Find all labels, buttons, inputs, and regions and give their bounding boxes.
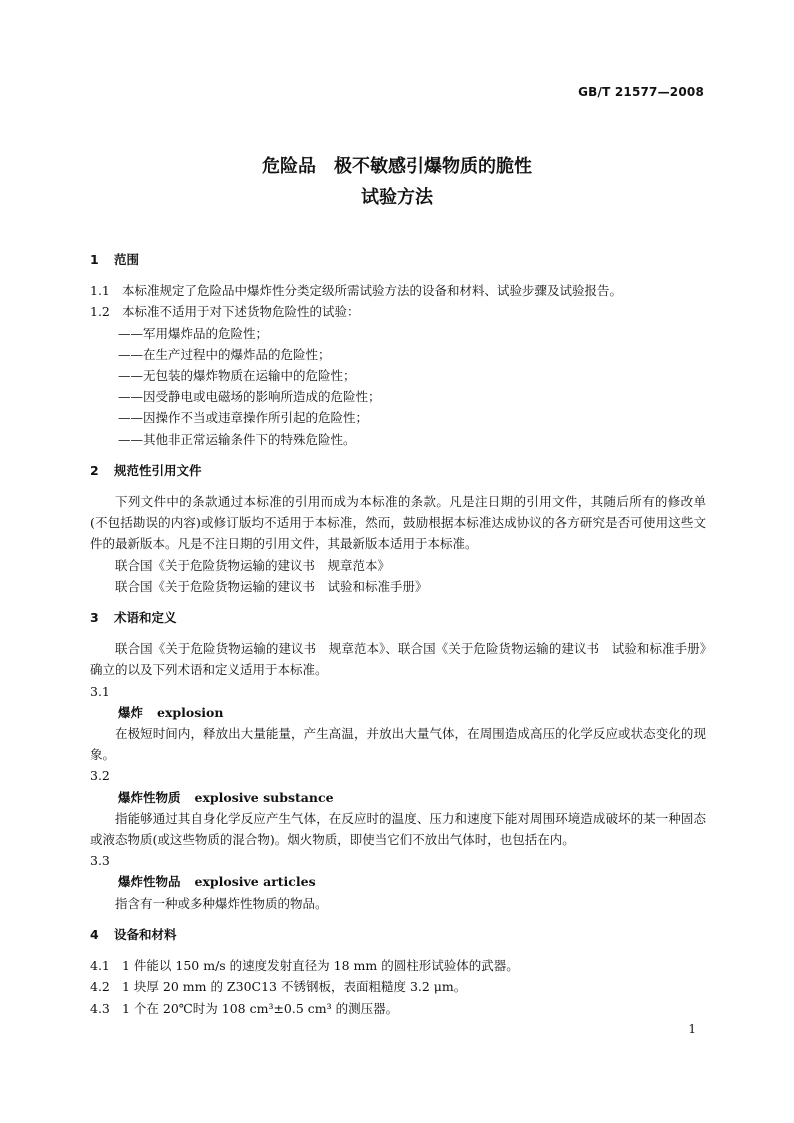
- clause-number: 4.1: [90, 958, 110, 974]
- clause-text: 1 个在 20℃时为 108 cm³±0.5 cm³ 的测压器。: [122, 1000, 399, 1016]
- list-item: —— 无包装的爆炸物质在运输中的危险性；: [90, 365, 706, 386]
- section-title: 术语和定义: [114, 610, 177, 626]
- term-heading: [90, 871, 706, 892]
- standard-code: GB/T 21577—2008: [578, 85, 704, 99]
- document-body: [90, 249, 706, 1019]
- section-title: 规范性引用文件: [114, 462, 202, 478]
- term-english: explosive substance: [194, 789, 334, 805]
- term-english: explosion: [157, 704, 224, 720]
- section-number: 3: [90, 610, 99, 626]
- clause-4-3: [90, 998, 706, 1019]
- term-number: 3.3: [90, 853, 110, 869]
- list-item: —— 在生产过程中的爆炸品的危险性；: [90, 344, 706, 365]
- section-heading-normative-references: [90, 460, 706, 481]
- term-number: 3.2: [90, 768, 110, 784]
- clause-text: 本标准不适用于对下述货物危险性的试验：: [122, 304, 360, 320]
- clause-number: 4.3: [90, 1000, 110, 1016]
- term-definition: 指能够通过其自身化学反应产生气体，在反应时的温度、压力和速度下能对周围环境造成破坏的某一种固态或液态物质(或这些物质的混合物)。烟火物质，即使当它们不放出气体时，也包括在内。: [90, 810, 706, 848]
- clause-1-1: [90, 280, 706, 301]
- term-number: 3.1: [90, 683, 110, 699]
- clause-text: 本标准规定了危险品中爆炸性分类定级所需试验方法的设备和材料、试验步骤及试验报告。: [122, 283, 623, 299]
- term-definition: 指含有一种或多种爆炸性物质的物品。: [115, 895, 328, 911]
- clause-4-1: [90, 955, 706, 976]
- clause-text: 1 件能以 150 m/s 的速度发射直径为 18 mm 的圆柱形试验体的武器。: [122, 958, 519, 974]
- section-heading-terms: [90, 607, 706, 628]
- paragraph: 下列文件中的条款通过本标准的引用而成为本标准的条款。凡是注日期的引用文件，其随后所有的修改单(不包括勘误的内容)或修订版均不适用于本标准，然而，鼓励根据本标准达成协议的各方研究是否可使用这些文件的最新版本。凡是不注日期的引用文件，其最新版本适用于本标准。: [90, 494, 706, 552]
- clause-number: 4.2: [90, 979, 110, 995]
- list-item: —— 其他非正常运输条件下的特殊危险性。: [90, 429, 706, 450]
- section-number: 1: [90, 252, 99, 267]
- term-heading: [90, 787, 706, 808]
- term-chinese: 爆炸性物质: [118, 789, 181, 805]
- section-heading-scope: [90, 249, 706, 270]
- list-item: —— 因操作不当或违章操作所引起的危险性；: [90, 407, 706, 428]
- clause-4-2: [90, 976, 706, 997]
- clause-1-2: [90, 301, 706, 322]
- term-english: explosive articles: [194, 874, 316, 890]
- clause-number: 1.2: [90, 304, 110, 320]
- section-number: 2: [90, 462, 99, 478]
- section-number: 4: [90, 926, 99, 942]
- term-definition: 在极短时间内，释放出大量能量，产生高温，并放出大量气体，在周围造成高压的化学反应或状态变化的现象。: [90, 726, 706, 763]
- term-chinese: 爆炸: [118, 704, 144, 720]
- list-item: —— 因受静电或电磁场的影响所造成的危险性；: [90, 386, 706, 407]
- clause-text: 1 块厚 20 mm 的 Z30C13 不锈钢板，表面粗糙度 3.2 μm。: [122, 979, 467, 995]
- paragraph: 联合国《关于危险货物运输的建议书 规章范本》、联合国《关于危险货物运输的建议书 试验和标准手册》确立的以及下列术语和定义适用于本标准。: [90, 641, 706, 678]
- term-heading: [90, 702, 706, 723]
- document-title-line2: 试验方法: [361, 187, 433, 208]
- reference-item: 联合国《关于危险货物运输的建议书 规章范本》: [115, 557, 391, 573]
- page-number: 1: [688, 1022, 696, 1036]
- list-item: —— 军用爆炸品的危险性；: [90, 323, 706, 344]
- section-heading-apparatus: [90, 924, 706, 945]
- section-title: 范围: [114, 252, 140, 267]
- document-title-line1: 危险品 极不敏感引爆物质的脆性: [262, 156, 532, 177]
- section-title: 设备和材料: [114, 926, 177, 942]
- clause-number: 1.1: [90, 283, 110, 299]
- term-chinese: 爆炸性物品: [118, 874, 181, 890]
- reference-item: 联合国《关于危险货物运输的建议书 试验和标准手册》: [115, 578, 428, 594]
